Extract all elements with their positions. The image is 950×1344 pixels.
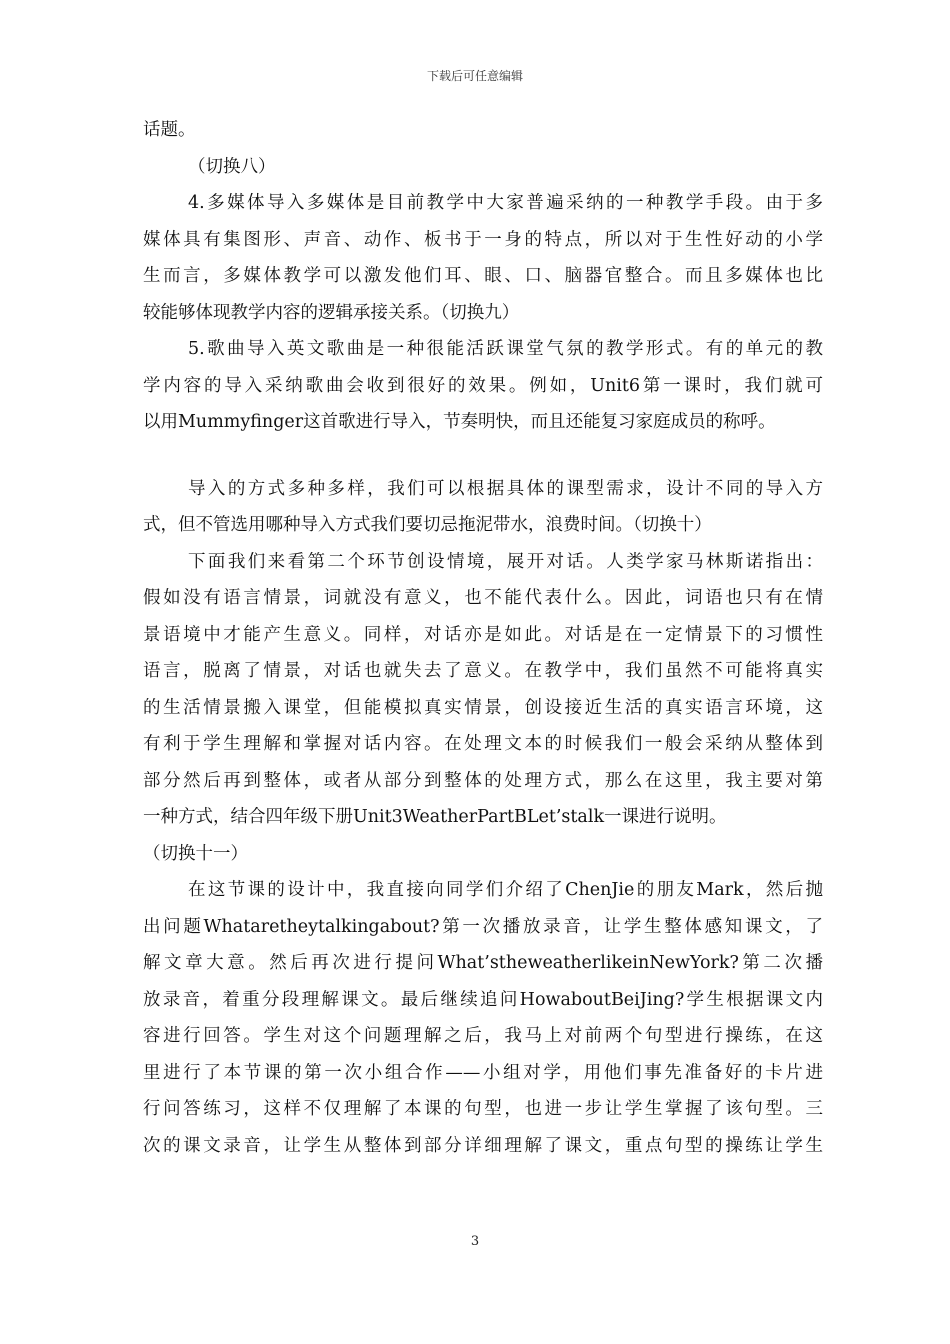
text-line: 4.多媒体导入多媒体是目前教学中大家普遍采纳的一种教学手段。由于多 — [188, 193, 823, 213]
text-line: 行问答练习，这样不仅理解了本课的句型，也进一步让学生掌握了该句型。三 — [143, 1099, 823, 1119]
text-line: 的生活情景搬入课堂，但能模拟真实情景，创设接近生活的真实语言环境，这 — [143, 697, 823, 718]
page-header: 下载后可任意编辑 — [426, 69, 523, 83]
text-line: 假如没有语言情景，词就没有意义，也不能代表什么。因此，词语也只有在情 — [143, 588, 823, 608]
text-line: 媒体具有集图形、声音、动作、板书于一身的特点，所以对于生性好动的小学 — [143, 229, 823, 250]
text-line: 景语境中才能产生意义。同样，对话亦是如此。对话是在一定情景下的习惯性 — [143, 624, 823, 645]
text-line: 在这节课的设计中，我直接向同学们介绍了ChenJie的朋友Mark，然后抛 — [188, 880, 823, 900]
text-line: 放录音，着重分段理解课文。最后继续追问HowaboutBeiJing?学生根据课文内 — [143, 989, 823, 1010]
text-line: 导入的方式多种多样，我们可以根据具体的课型需求，设计不同的导入方 — [188, 478, 823, 499]
text-line: （切换十一） — [143, 843, 248, 864]
text-line: 下面我们来看第二个环节创设情境，展开对话。人类学家马林斯诺指出： — [188, 551, 823, 572]
text-line: 以用Mummyfinger这首歌进行导入，节奏明快，而且还能复习家庭成员的称呼。 — [143, 412, 776, 432]
text-line: （切换八） — [188, 156, 276, 177]
text-line: 部分然后再到整体，或者从部分到整体的处理方式，那么在这里，我主要对第 — [143, 770, 823, 791]
text-line: 语言，脱离了情景，对话也就失去了意义。在教学中，我们虽然不可能将真实 — [143, 661, 823, 681]
text-line: 次的课文录音，让学生从整体到部分详细理解了课文，重点句型的操练让学生 — [143, 1135, 823, 1156]
text-line: 一种方式，结合四年级下册Unit3WeatherPartBLet’stalk一课进行说明。 — [143, 807, 727, 827]
page-number: 3 — [470, 1234, 480, 1249]
text-line: 出问题Whataretheytalkingabout?第一次播放录音，让学生整体感知课文，了 — [143, 916, 823, 937]
text-line: 式，但不管选用哪种导入方式我们要切忌拖泥带水，浪费时间。（切换十） — [143, 515, 712, 535]
text-line: 容进行回答。学生对这个问题理解之后，我马上对前两个句型进行操练，在这 — [143, 1026, 823, 1046]
document-body — [143, 112, 823, 1164]
text-line: 学内容的导入采纳歌曲会收到很好的效果。例如，Unit6第一课时，我们就可 — [143, 375, 823, 396]
text-line: 5.歌曲导入英文歌曲是一种很能活跃课堂气氛的教学形式。有的单元的教 — [188, 339, 823, 359]
text-line: 有利于学生理解和掌握对话内容。在处理文本的时候我们一般会采纳从整体到 — [143, 734, 823, 754]
text-line: 解文章大意。然后再次进行提问What’stheweatherlikeinNewYork?第二次播 — [143, 953, 823, 973]
text-line: 生而言，多媒体教学可以激发他们耳、眼、口、脑器官整合。而且多媒体也比 — [143, 266, 823, 286]
text-line: 话题。 — [143, 120, 196, 140]
text-line: 里进行了本节课的第一次小组合作——小组对学，用他们事先准备好的卡片进 — [143, 1062, 823, 1083]
text-line: 较能够体现教学内容的逻辑承接关系。（切换九） — [143, 302, 520, 323]
